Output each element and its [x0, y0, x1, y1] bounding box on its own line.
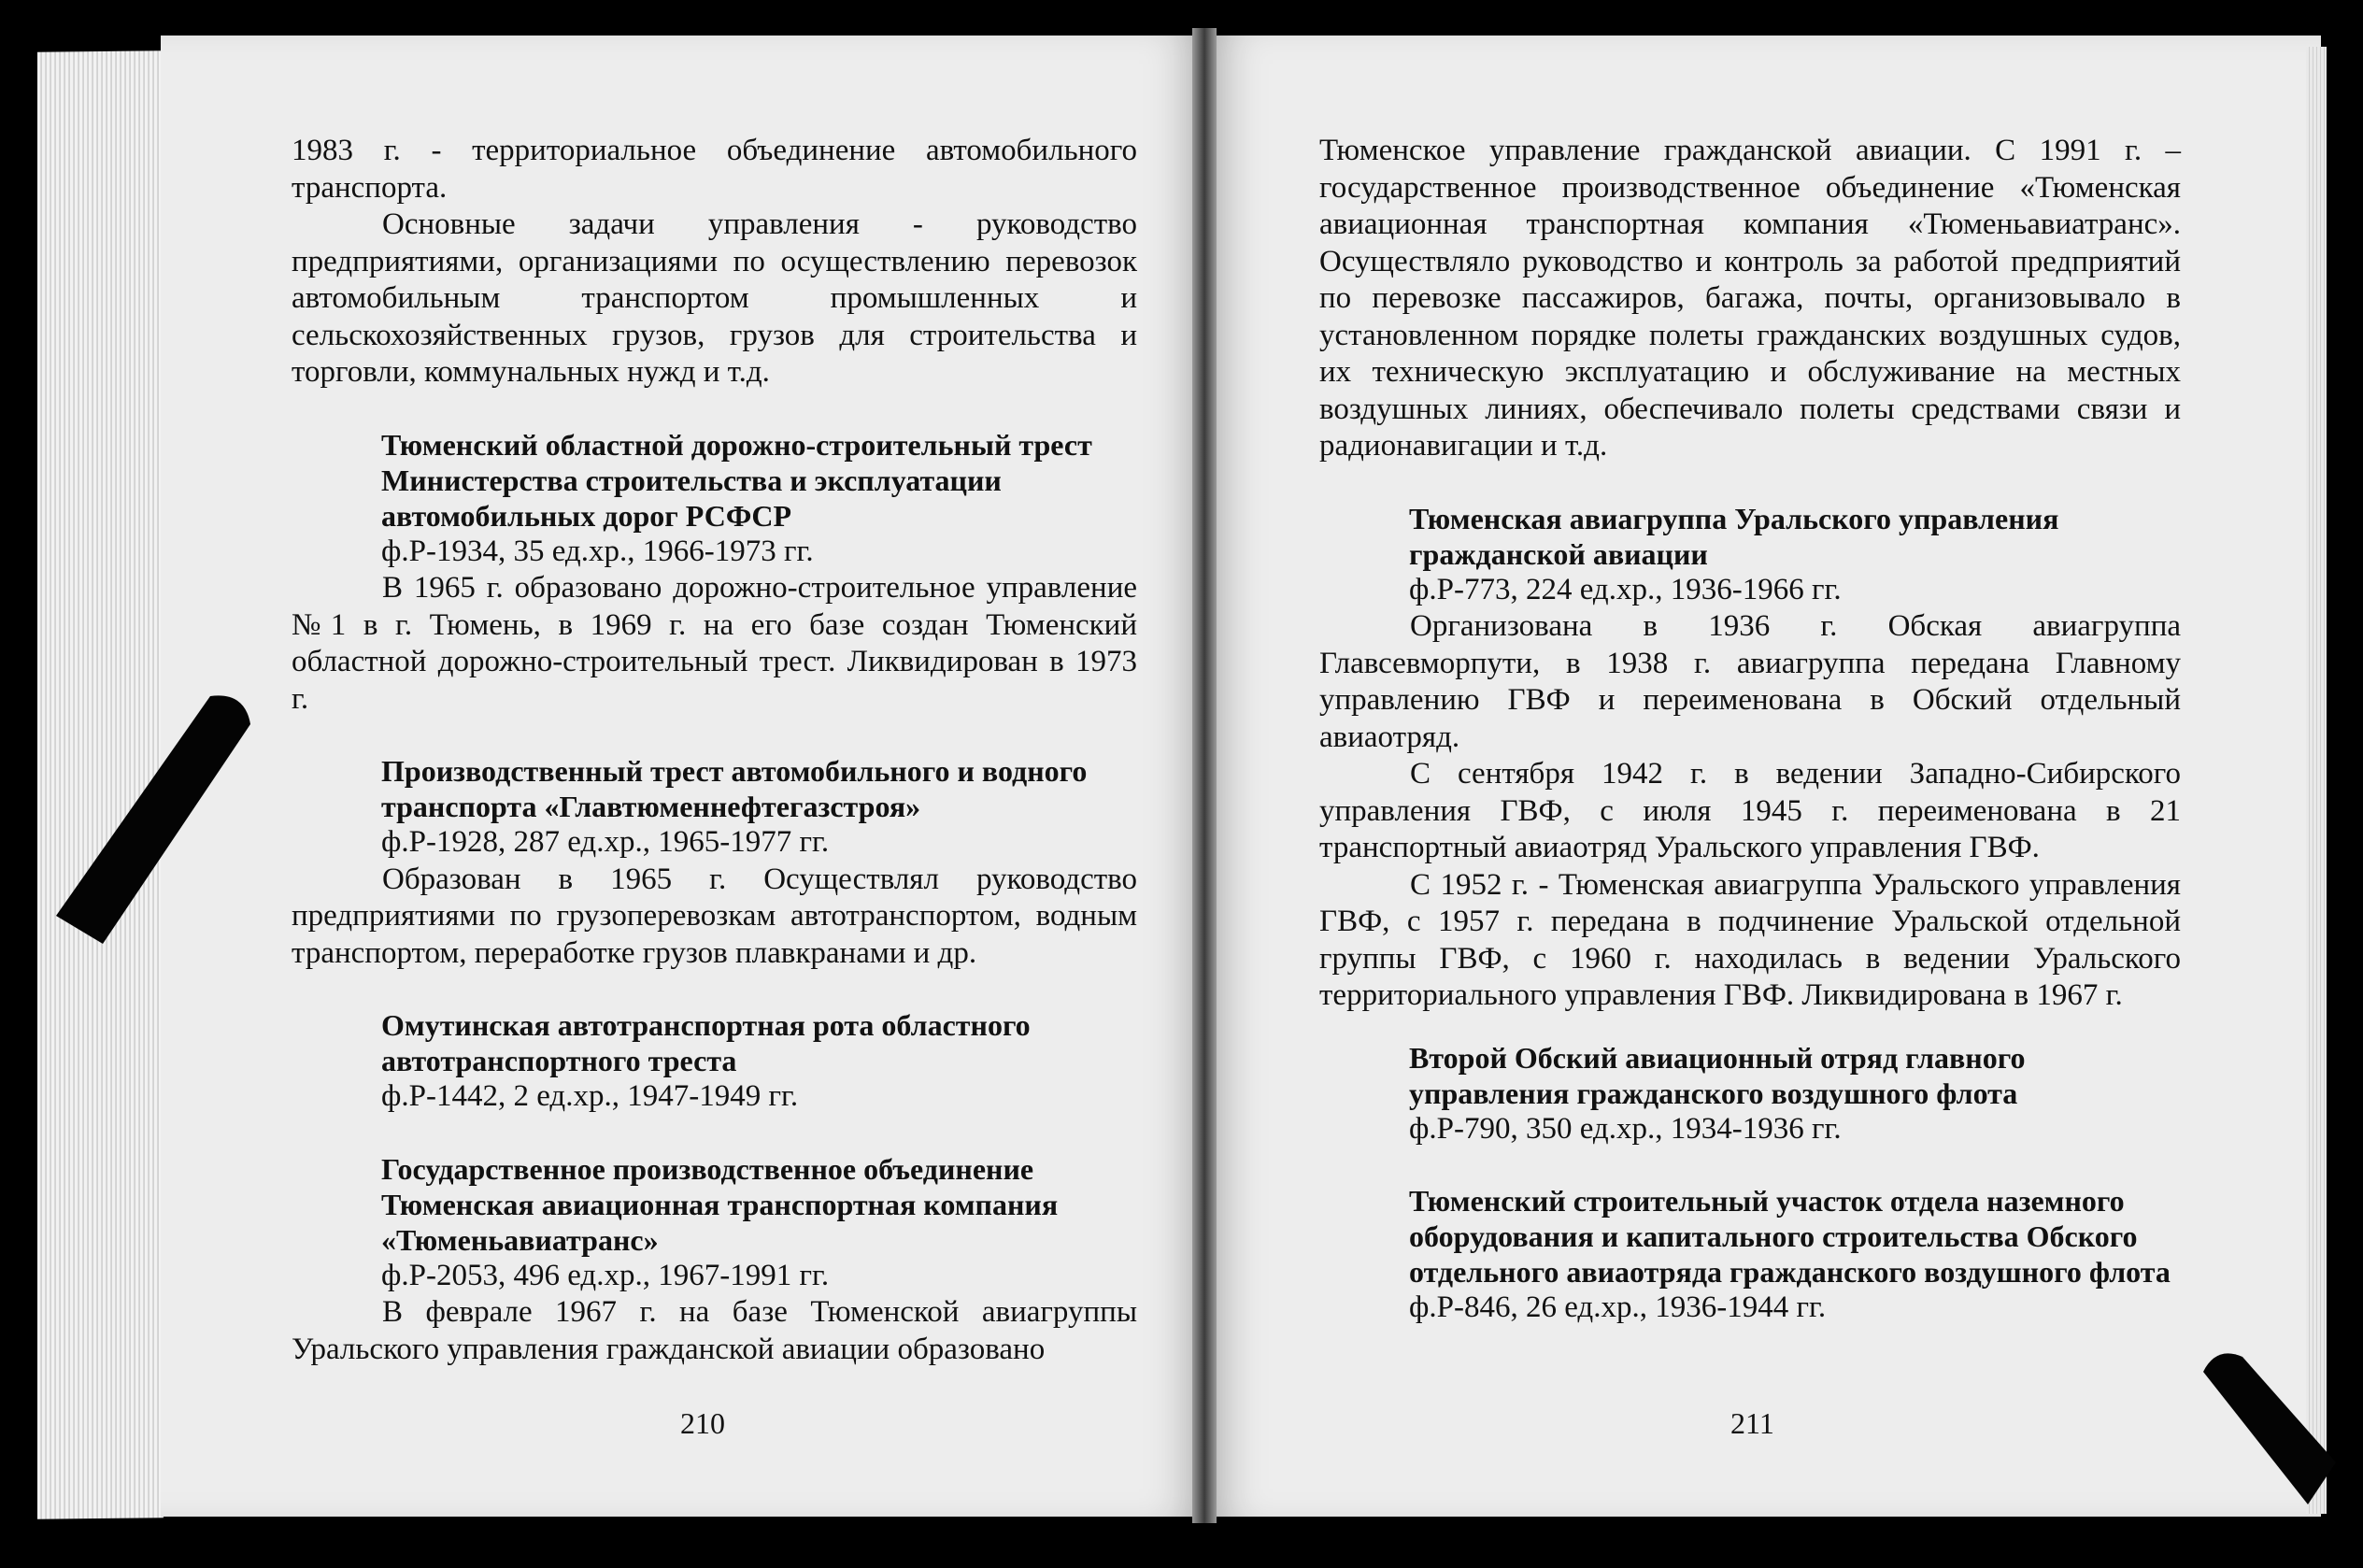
entry-title: Производственный трест автомобильного и водного транспорта «Главтюменнефтегазстроя» — [381, 754, 1088, 823]
entry-text: В 1965 г. образовано дорожно-строительное управление №1 в г. Тюмень, в 1969 г. на его базе создан Тюменский областной дорожно-строительный трест. Ликвидирован в 1973 г. — [292, 571, 1137, 716]
fond-reference: ф.Р-1934, 35 ед.хр., 1966-1973 гг. — [381, 534, 814, 568]
entry-title: Второй Обский авиационный отряд главного управления гражданского воздушного флота — [1409, 1040, 2026, 1110]
entry-text: С 1952 г. - Тюменская авиагруппа Уральского управления ГВФ, с 1957 г. передана в подчинение Уральской отдельной группы ГВФ, с 1960 г. находилась в ведении Уральского территориального управления ГВФ. Ликвидирована в 1967 г. — [1319, 867, 2181, 1012]
fond-reference: ф.Р-846, 26 ед.хр., 1936-1944 гг. — [1409, 1290, 1827, 1324]
intro-paragraph: Основные задачи управления - руководство предприятиями, организациями по осуществлению перевозок автомобильным транспортом промышленных и сельскохозяйственных грузов, грузов для строительства и торговли, коммунальных нужд и т.д. — [292, 207, 1137, 389]
fond-reference: ф.Р-790, 350 ед.хр., 1934-1936 гг. — [1409, 1111, 1842, 1146]
entry-title: Тюменская авиагруппа Уральского управления гражданской авиации — [1409, 501, 2059, 571]
page-number-left: 210 — [680, 1406, 725, 1440]
entry-title: Тюменский областной дорожно-строительный трест Министерства строительства и эксплуатации автомобильных дорог РСФСР — [381, 427, 1092, 533]
entry-title: Государственное производственное объединение Тюменская авиационная транспортная компания «Тюменьавиатранс» — [381, 1151, 1059, 1257]
right-finger-shape — [2203, 1353, 2336, 1504]
intro-line: 1983 г. - территориальное объединение автомобильного транспорта. — [292, 134, 1137, 205]
fond-reference: ф.Р-1928, 287 ед.хр., 1965-1977 гг. — [381, 825, 830, 859]
entry-text: С сентября 1942 г. в ведении Западно-Сибирского управления ГВФ, с июля 1945 г. переименована в 21 транспортный авиаотряд Уральского управления ГВФ. — [1319, 757, 2181, 864]
intro-paragraph: Тюменское управление гражданской авиации. С 1991 г. – государственное производственное объединение «Тюменская авиационная транспортная компания «Тюменьавиатранс». Осуществляло руководство и контроль за работой предприятий по перевозке пассажиров, багажа, почты, организовывало в установленном порядке полеты гражданских воздушных судов, их техническую эксплуатацию и обслуживание на местных воздушных линиях, обеспечивало полеты средствами связи и радионавигации и т.д. — [1319, 134, 2181, 463]
entry-title: Тюменский строительный участок отдела наземного оборудования и капитального строительства Обского отдельного авиаотряда гражданского воздушного флота — [1409, 1184, 2171, 1289]
page-number-right: 211 — [1730, 1406, 1774, 1440]
entry-text: Организована в 1936 г. Обская авиагруппа Главсевморпути, в 1938 г. авиагруппа передана Главному управлению ГВФ и переименована в Обский отдельный авиаотряд. — [1319, 609, 2181, 754]
entry-title: Омутинская автотранспортная рота областного автотранспортного треста — [381, 1008, 1031, 1077]
fond-reference: ф.Р-2053, 496 ед.хр., 1967-1991 гг. — [381, 1258, 830, 1292]
fond-reference: ф.Р-773, 224 ед.хр., 1936-1966 гг. — [1409, 572, 1842, 606]
fond-reference: ф.Р-1442, 2 ед.хр., 1947-1949 гг. — [381, 1079, 799, 1113]
left-finger-shape — [56, 695, 250, 944]
entry-text: Образован в 1965 г. Осуществлял руководство предприятиями по грузоперевозкам автотранспортом, водным транспортом, переработке грузов плавкранами и др. — [292, 862, 1137, 970]
entry-text: В феврале 1967 г. на базе Тюменской авиагруппы Уральского управления гражданской авиации образовано — [292, 1295, 1137, 1366]
